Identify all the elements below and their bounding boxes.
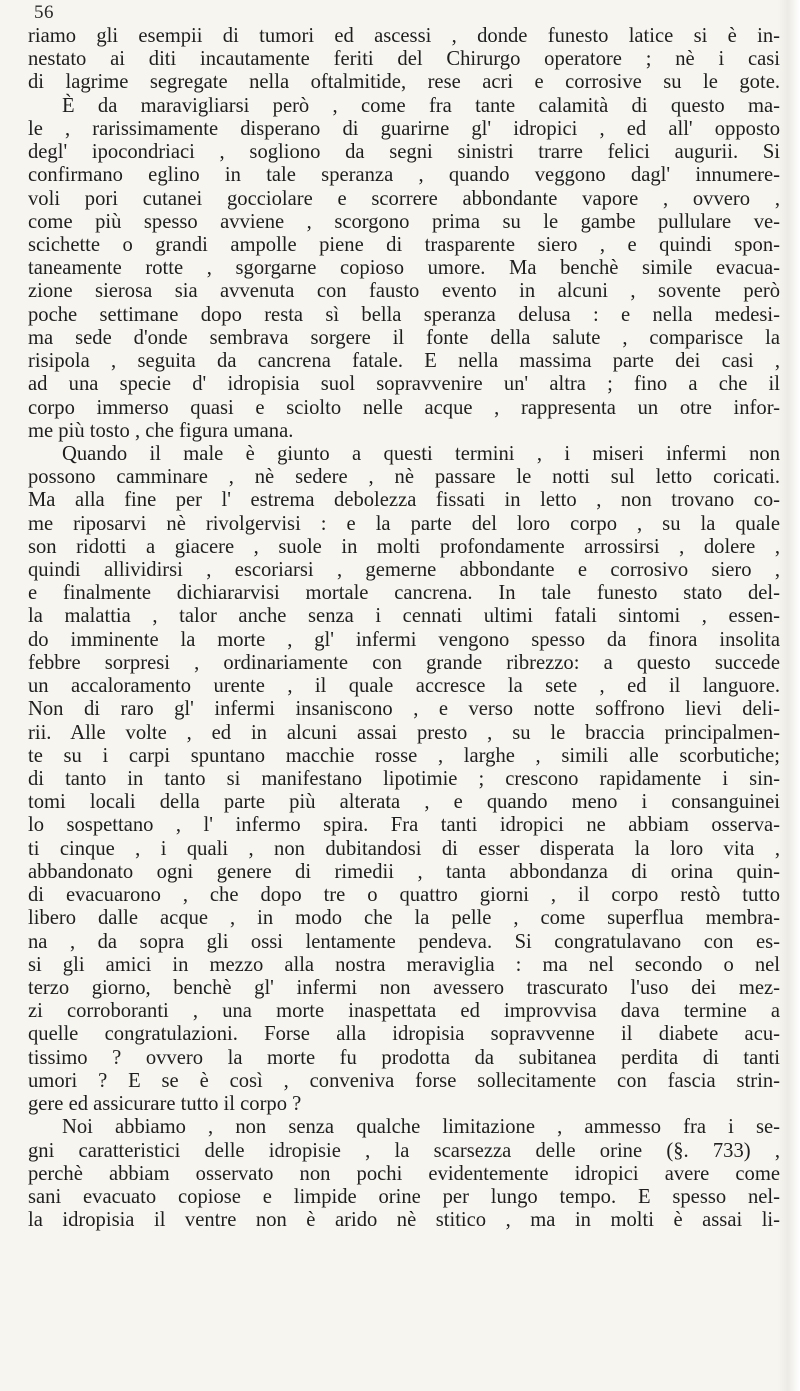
- text-line: voli pori cutanei gocciolare e scorrere abbondante vapore , ovvero ,: [28, 187, 780, 210]
- text-line: na , da sopra gli ossi lentamente pendeva. Si congratulavano con es-: [28, 930, 780, 953]
- text-line: Non di raro gl' infermi insaniscono , e verso notte soffrono lievi deli-: [28, 698, 780, 721]
- text-line: quindi allividirsi , escoriarsi , gemerne abbondante e corrosivo siero ,: [28, 559, 780, 582]
- text-line: la idropisia il ventre non è arido nè stitico , ma in molti è assai li-: [28, 1209, 780, 1232]
- body-text: [28, 25, 780, 1232]
- page-number: 56: [34, 2, 54, 23]
- page-edge-shadow: [778, 0, 800, 1391]
- text-line: degl' ipocondriaci , sogliono da segni sinistri trarre felici augurii. Si: [28, 141, 780, 164]
- text-line: febbre sorpresi , ordinariamente con grande ribrezzo: a questo succede: [28, 651, 780, 674]
- text-line: zione sierosa sia avvenuta con fausto evento in alcuni , sovente però: [28, 280, 780, 303]
- text-line: gere ed assicurare tutto il corpo ?: [28, 1093, 302, 1116]
- text-line: le , rarissimamente disperano di guarirne gl' idropici , ed all' opposto: [28, 117, 780, 140]
- text-line: tomi locali della parte più alterata , e quando meno i consanguinei: [28, 791, 780, 814]
- text-line: me più tosto , che figura umana.: [28, 419, 294, 442]
- text-line: ma sede d'onde sembrava sorgere il fonte della salute , comparisce la: [28, 326, 780, 349]
- text-line: scichette o grandi ampolle piene di trasparente siero , e quindi spon-: [28, 233, 780, 256]
- text-line: rii. Alle volte , ed in alcuni assai presto , su le braccia principalmen-: [28, 721, 780, 744]
- text-line: corpo immerso quasi e sciolto nelle acque , rappresenta un otre infor-: [28, 396, 780, 419]
- text-line: come più spesso avviene , scorgono prima su le gambe pullulare ve-: [28, 210, 780, 233]
- text-line: ti cinque , i quali , non dubitandosi di esser disperata la loro vita ,: [28, 837, 780, 860]
- text-line: risipola , seguita da cancrena fatale. E nella massima parte dei casi ,: [28, 350, 780, 373]
- text-line: son ridotti a giacere , suole in molti profondamente arrossirsi , dolere ,: [28, 535, 780, 558]
- text-line: È da maravigliarsi però , come fra tante calamità di questo ma-: [62, 94, 780, 117]
- text-line: perchè abbiam osservato non pochi evidentemente idropici avere come: [28, 1162, 780, 1185]
- text-line: e finalmente dichiararvisi mortale cancrena. In tale funesto stato del-: [28, 582, 780, 605]
- text-line: di lagrime segregate nella oftalmitide, rese acri e corrosive su le gote.: [28, 71, 780, 94]
- text-line: un accaloramento urente , il quale accresce la sete , ed il languore.: [28, 675, 780, 698]
- text-line: umori ? E se è così , conveniva forse sollecitamente con fascia strin-: [28, 1069, 780, 1092]
- text-line: confirmano eglino in tale speranza , quando veggono dagl' innumere-: [28, 164, 780, 187]
- text-line: me riposarvi nè rivolgervisi : e la parte del loro corpo , su la quale: [28, 512, 780, 535]
- text-line: tissimo ? ovvero la morte fu prodotta da subitanea perdita di tanti: [28, 1046, 780, 1069]
- text-line: sani evacuato copiose e limpide orine per lungo tempo. E spesso nel-: [28, 1185, 780, 1208]
- text-line: quelle congratulazioni. Forse alla idropisia sopravvenne il diabete acu-: [28, 1023, 780, 1046]
- text-line: possono camminare , nè sedere , nè passare le notti sul letto coricati.: [28, 466, 780, 489]
- text-line: te su i carpi spuntano macchie rosse , larghe , simili alle scorbutiche;: [28, 744, 780, 767]
- text-line: la malattia , talor anche senza i cennati ultimi fatali sintomi , essen-: [28, 605, 780, 628]
- text-line: abbandonato ogni genere di rimedii , tanta abbondanza di orina quin-: [28, 860, 780, 883]
- text-line: zi corroboranti , una morte inaspettata ed improvvisa dava termine a: [28, 1000, 780, 1023]
- text-line: Quando il male è giunto a questi termini , i miseri infermi non: [62, 442, 780, 465]
- text-line: di tanto in tanto si manifestano lipotimie ; crescono rapidamente i sin-: [28, 768, 780, 790]
- text-line: si gli amici in mezzo alla nostra meraviglia : ma nel secondo o nel: [28, 953, 780, 976]
- text-line: di evacuarono , che dopo tre o quattro giorni , il corpo restò tutto: [28, 884, 780, 907]
- text-line: terzo giorno, benchè gl' infermi non avessero trascurato l'uso dei mez-: [28, 976, 780, 999]
- text-line: gni caratteristici delle idropisie , la scarsezza delle orine (§. 733) ,: [28, 1139, 780, 1162]
- text-line: nestato ai diti incautamente feriti del Chirurgo operatore ; nè i casi: [28, 48, 780, 71]
- text-line: riamo gli esempii di tumori ed ascessi , donde funesto latice si è in-: [28, 25, 780, 47]
- text-line: Noi abbiamo , non senza qualche limitazione , ammesso fra i se-: [62, 1116, 780, 1139]
- text-line: libero dalle acque , in modo che la pelle , come superflua membra-: [28, 907, 780, 930]
- text-line: ad una specie d' idropisia suol sopravvenire un' altra ; fino a che il: [28, 373, 780, 396]
- text-line: do imminente la morte , gl' infermi vengono spesso da finora insolita: [28, 628, 780, 651]
- text-line: poche settimane dopo resta sì bella speranza delusa : e nella medesi-: [28, 303, 780, 326]
- text-line: Ma alla fine per l' estrema debolezza fissati in letto , non trovano co-: [28, 489, 780, 512]
- text-line: lo sospettano , l' infermo spira. Fra tanti idropici ne abbiam osserva-: [28, 814, 780, 837]
- text-line: taneamente rotte , sgorgarne copioso umore. Ma benchè simile evacua-: [28, 257, 780, 280]
